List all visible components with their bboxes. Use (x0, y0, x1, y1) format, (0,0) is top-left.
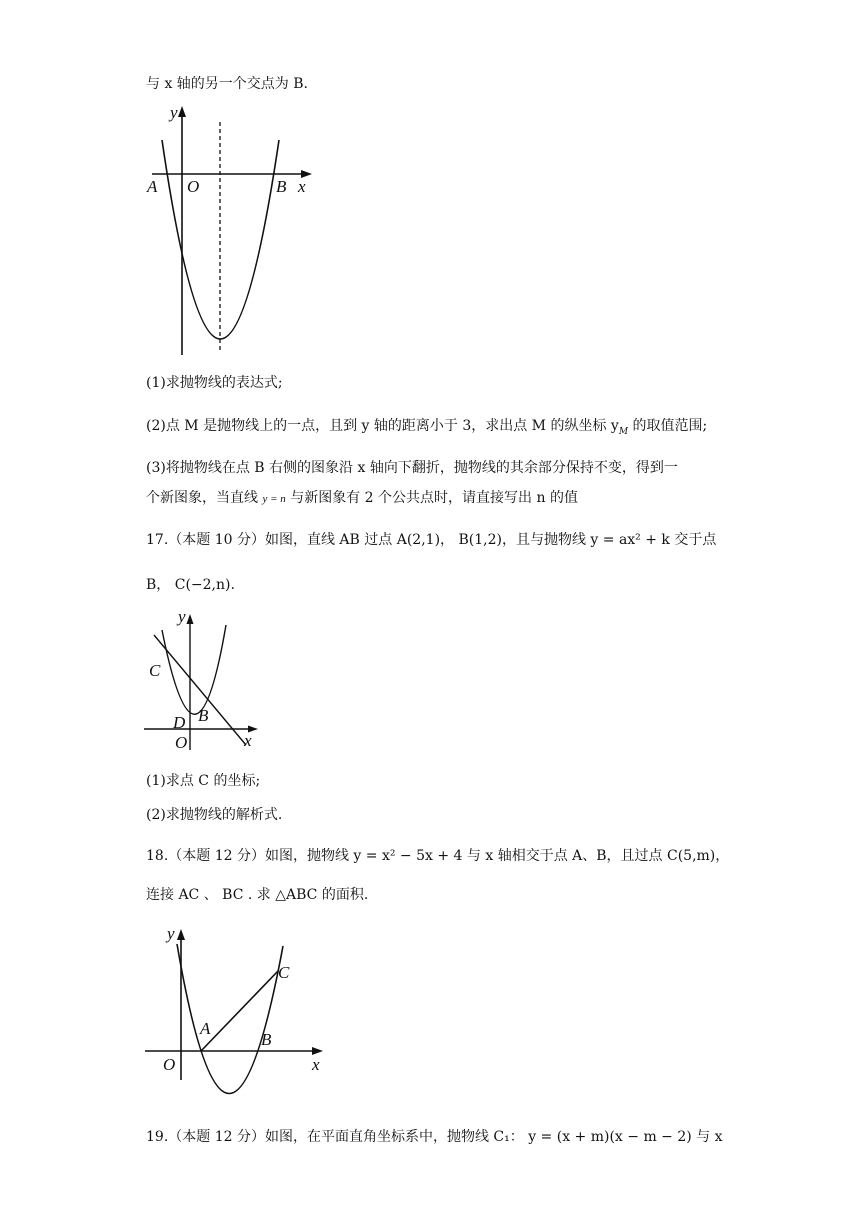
figure-parabola-ab (140, 100, 320, 365)
y-axis-arrow (177, 929, 185, 940)
q16-part3-b (146, 488, 578, 509)
figure-line-parabola (140, 605, 270, 755)
y-axis-arrow (187, 614, 194, 624)
label-y: y (178, 607, 186, 626)
q16-part2-text: (2)点 M 是抛物线上的一点，且到 y 轴的距离小于 3，求出点 M 的纵坐标 y (146, 418, 619, 434)
q18-line-a: 18.（本题 12 分）如图，抛物线 y = x² − 5x + 4 与 x 轴相交于点 A、B，且过点 C(5,m)， (146, 848, 730, 864)
parabola-curve (177, 944, 283, 1094)
q16-part3-b-post: 与新图象有 2 个公共点时，请直接写出 n 的值 (285, 490, 578, 506)
q16-part3-a: (3)将抛物线在点 B 右侧的图象沿 x 轴向下翻折，抛物线的其余部分保持不变，得到一 (146, 460, 678, 476)
q17-line-a: 17.（本题 10 分）如图，直线 AB 过点 A(2,1)， B(1,2)，且与抛物线 y = ax² + k 交于点 (146, 532, 717, 548)
q17-part2: (2)求抛物线的解析式. (146, 807, 283, 823)
q16-part3-b-pre: 个新图象，当直线 (146, 490, 263, 506)
q16-part2-tail: 的取值范围; (628, 418, 708, 434)
label-a: A (147, 177, 158, 196)
text-line-intersection-b: 与 x 轴的另一个交点为 B. (146, 76, 308, 92)
figure-triangle-abc (140, 920, 335, 1100)
label-b: B (198, 706, 209, 725)
label-d: D (173, 713, 186, 732)
y-axis-arrow (178, 106, 186, 117)
label-x: x (312, 1055, 320, 1074)
label-b: B (261, 1030, 272, 1049)
parabola-curve (162, 140, 279, 339)
parabola-curve (162, 625, 226, 714)
label-y: y (170, 103, 178, 122)
x-axis-arrow (312, 1047, 323, 1055)
label-x: x (298, 177, 306, 196)
label-o: O (175, 733, 188, 752)
label-x: x (244, 731, 252, 750)
q16-part1: (1)求抛物线的表达式; (146, 375, 283, 391)
label-o: O (163, 1055, 176, 1074)
q16-part3-b-eq: y = n (262, 493, 286, 505)
q17-part1: (1)求点 C 的坐标; (146, 773, 261, 789)
q19-line-a: 19.（本题 12 分）如图，在平面直角坐标系中，抛物线 C₁： y = (x + m)(x − m − 2) 与 x (146, 1129, 723, 1145)
q18-line-b: 连接 AC 、 BC . 求 △ABC 的面积. (146, 887, 369, 903)
label-a: A (200, 1019, 211, 1038)
label-c: C (149, 661, 161, 680)
label-c: C (278, 963, 290, 982)
label-y: y (167, 924, 175, 943)
q16-part2-sub: M (618, 426, 629, 437)
label-b: B (276, 177, 287, 196)
label-o: O (187, 177, 200, 196)
q16-part2 (146, 416, 707, 442)
q17-line-b: B， C(−2,n). (146, 577, 235, 593)
